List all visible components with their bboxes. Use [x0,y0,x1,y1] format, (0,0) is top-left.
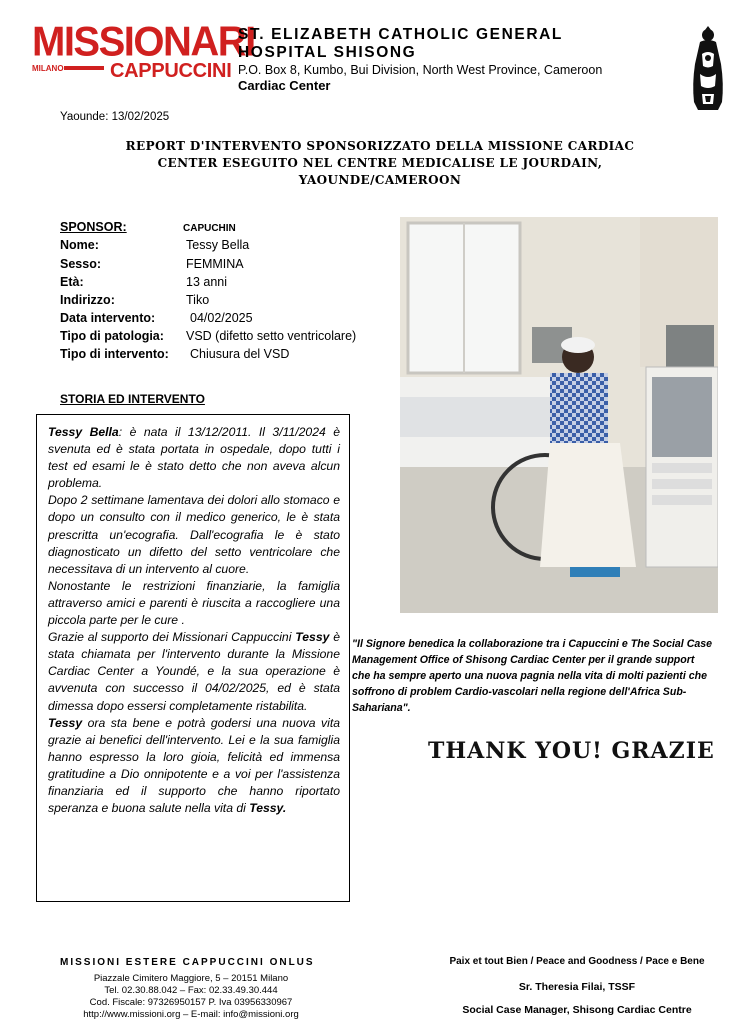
title-line2: CENTER ESEGUITO NEL CENTRE MEDICALISE LE JOURDAIN, [157,156,603,170]
intervention-date-value: 04/02/2025 [190,311,253,325]
story-paragraph-1 [48,424,340,492]
age-label: Età: [60,275,84,289]
report-date: Yaounde: 13/02/2025 [60,111,170,123]
thank-you-text: THANK YOU! GRAZIE [428,738,715,764]
age-value: 13 anni [186,275,228,289]
name-label: Nome: [60,238,99,252]
patient-photo [400,217,718,613]
footer-web-link[interactable]: http://www.missioni.org – E-mail: info@missioni.org [83,1009,299,1020]
title-line3: YAOUNDE/CAMEROON [298,173,462,187]
signature-greeting: Paix et tout Bien / Peace and Goodness / Pace e Bene [449,956,705,967]
footer-fiscal: Cod. Fiscale: 97326950157 P. Iva 03956330967 [89,997,293,1008]
sex-value: FEMMINA [186,257,244,271]
hospital-name-line2: HOSPITAL SHISONG [238,44,417,61]
hospital-center: Cardiac Center [238,78,331,93]
pathology-label: Tipo di patologia: [60,329,164,343]
name-value: Tessy Bella [186,238,250,252]
story-text-5a: ora sta bene e potrà godersi una nuova vita grazie ai benefici dell'intervento. Lei e la sua famiglia hanno espresso la loro gioia, felicità ed immensa gratitudine a Dio onnipotente e a voi per l'assistenza finanziaria ed il supporto che hanno riportato speranza e buona salute nella vita di [48,715,340,816]
story-paragraph-2: Dopo 2 settimane lamentava dei dolori allo stomaco e dopo un consulto con il medico generico, le è stata prescritta un'ecografia. Dall'ecografia le è stato diagnosticato un difetto del setto ventricolare che necessitava di un intervento al cuore. [48,493,340,576]
story-text-4b: è stata chiamata per l'intervento durante la Missione Cardiac Center a Youndé, e la sua operazione è avvenuta con successo il 04/02/2025, ed è stata dimessa dopo essersi completamente ristabilita. [48,630,340,713]
sponsor-value: CAPUCHIN [183,223,236,234]
footer-org-name: MISSIONI ESTERE CAPPUCCINI ONLUS [60,957,315,968]
story-patient-name-4: Tessy. [249,801,287,816]
story-heading: STORIA ED INTERVENTO [60,392,205,406]
story-patient-name-2: Tessy [295,630,330,645]
hospital-name-line1: ST. ELIZABETH CATHOLIC GENERAL [238,26,563,43]
sex-label: Sesso: [60,257,101,271]
story-text-1: : è nata il 13/12/2011. Il 3/11/2024 è svenuta ed è stata portata in ospedale, dopo tutti i test ed esami le è stato detto che non aveva alcun problema. [48,425,340,491]
intervention-type-label: Tipo di intervento: [60,347,169,361]
signature-name: Sr. Theresia Filai, TSSF [518,981,636,993]
story-patient-name-3: Tessy [48,715,83,730]
hospital-address: P.O. Box 8, Kumbo, Bui Division, North West Province, Cameroon [238,63,603,77]
footer-phone: Tel. 02.30.88.042 – Fax: 02.33.49.30.444 [104,985,278,996]
address-value: Tiko [186,293,210,307]
logo-cappuccini: CAPPUCCINI [110,60,232,82]
signature-role: Social Case Manager, Shisong Cardiac Centre [462,1004,692,1016]
logo-milano: MILANO [32,64,64,73]
intervention-date-label: Data intervento: [60,311,156,325]
pathology-value: VSD (difetto setto ventricolare) [186,329,357,343]
blessing-quote: "Il Signore benedica la collaborazione tra i Capuccini e The Social Case Management Office of Shisong Cardiac Center per il grande support che ha sempre aperto una nuova pagnia nella vita di molti pazienti che soffrono di problem Cardio-vascolari nella regione dell'Africa Sub-Sahariana". [352,638,713,714]
intervention-type-value: Chiusura del VSD [190,347,290,361]
footer-address: Piazzale Cimitero Maggiore, 5 – 20151 Milano [93,973,289,984]
story-patient-name: Tessy Bella [48,425,119,439]
story-paragraph-3: Nonostante le restrizioni finanziarie, la famiglia attraverso amici e parenti è riuscita a raccogliere una piccola parte per le cure . [48,578,340,628]
report-title [60,138,700,189]
logo-divider [64,66,104,70]
title-line1: REPORT D'INTERVENTO SPONSORIZZATO DELLA MISSIONE CARDIAC [125,139,635,153]
story-paragraph-4 [48,629,340,714]
madonna-statue-icon [688,24,728,112]
story-paragraph-5 [48,715,340,818]
logo-missionari: MISSIONARI [32,18,255,66]
address-label: Indirizzo: [60,293,115,307]
story-box [36,414,350,902]
story-text-4a: Grazie al supporto dei Missionari Cappuccini [48,630,296,645]
sponsor-label: SPONSOR: [60,220,127,234]
